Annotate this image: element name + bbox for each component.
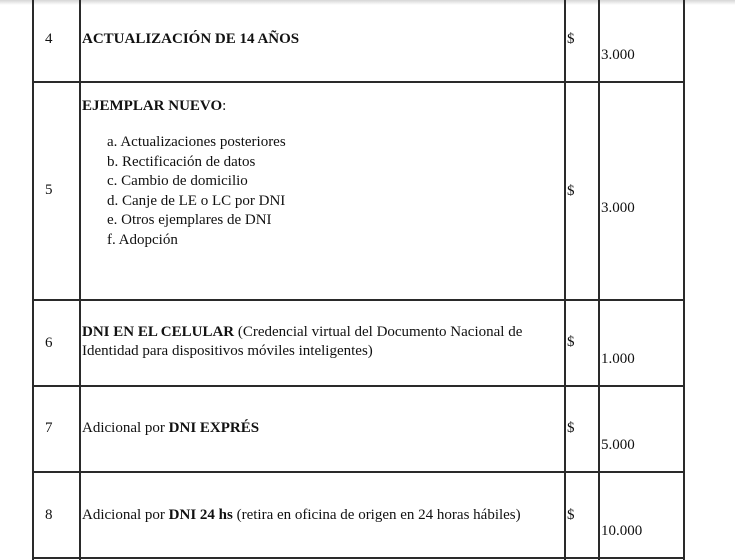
currency-symbol: $ [567,31,575,47]
row-divider [32,81,684,83]
list-item: d. Canje de LE o LC por DNI [107,192,286,209]
row-divider [32,299,684,301]
row-number: 6 [45,335,53,351]
currency-symbol: $ [567,334,575,350]
currency-symbol: $ [567,420,575,436]
row-amount: 1.000 [601,351,635,367]
row-description: DNI EN EL CELULAR (Credencial virtual del Documento Nacional de Identidad para dispositivos móviles inteligentes) [82,324,523,359]
row-amount: 5.000 [601,437,635,453]
row-amount: 3.000 [601,200,635,216]
column-divider-number [79,0,81,560]
row-divider [32,471,684,473]
row-divider [32,557,684,559]
sub-item-list [107,133,286,251]
row-amount: 3.000 [601,47,635,63]
currency-symbol: $ [567,183,575,199]
currency-symbol: $ [567,507,575,523]
list-item: e. Otros ejemplares de DNI [107,212,272,229]
table-border-right [683,0,685,560]
row-title: EJEMPLAR NUEVO: [82,98,227,114]
row-divider [32,385,684,387]
list-item: f. Adopción [107,231,178,248]
page-top-shadow [0,0,735,5]
list-item: b. Rectificación de datos [107,153,256,170]
column-divider-description [564,0,566,560]
row-number: 7 [45,420,53,436]
list-item: a. Actualizaciones posteriores [107,134,286,150]
column-divider-currency [598,0,600,560]
list-item: c. Cambio de domicilio [107,173,248,190]
row-number: 8 [45,507,53,523]
row-description: Adicional por DNI EXPRÉS [82,420,260,436]
row-amount: 10.000 [601,523,643,539]
table-border-left [32,0,34,560]
row-number: 4 [45,31,53,47]
row-title: ACTUALIZACIÓN DE 14 AÑOS [82,31,300,47]
row-description: Adicional por DNI 24 hs (retira en oficina de origen en 24 horas hábiles) [82,507,521,523]
row-number: 5 [45,182,53,198]
